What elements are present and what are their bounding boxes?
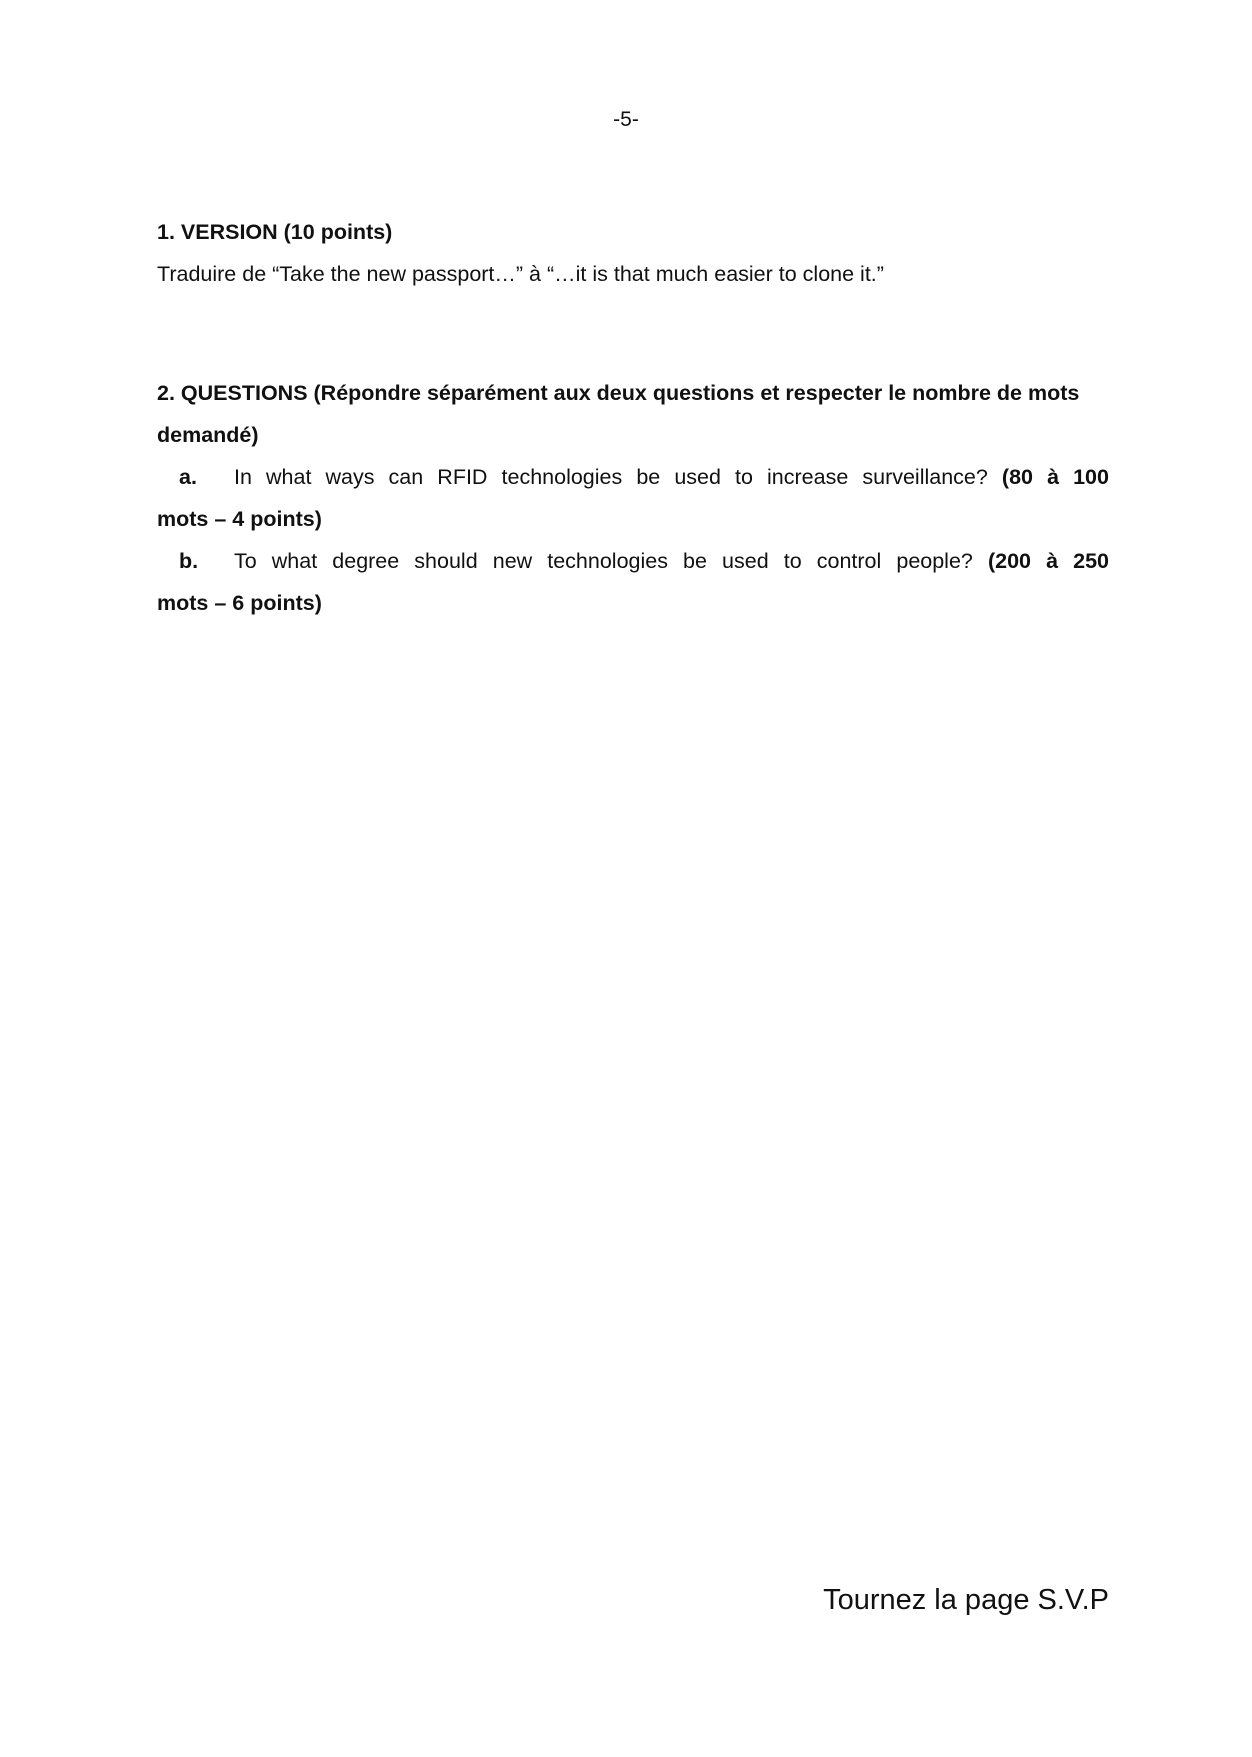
turn-page-note: Tournez la page S.V.P	[823, 1584, 1109, 1616]
question-a	[157, 456, 1109, 540]
question-a-line	[157, 456, 1109, 498]
section-version-instruction: Traduire de “Take the new passport…” à “…it is that much easier to clone it.”	[157, 262, 884, 286]
question-b-line	[157, 540, 1109, 582]
question-b-text: To what degree should new technologies be used to control people?	[234, 549, 973, 573]
question-b-points: (200 à 250	[987, 549, 1109, 573]
question-b-points-continued: mots – 6 points)	[157, 591, 322, 615]
section-questions	[157, 372, 1109, 624]
section-questions-heading: 2. QUESTIONS (Répondre séparément aux deux questions et respecter le nombre de mots demandé)	[157, 381, 1080, 447]
question-b-marker: b.	[179, 549, 199, 573]
question-b	[157, 540, 1109, 624]
question-a-text: In what ways can RFID technologies be used to increase surveillance?	[234, 465, 988, 489]
question-a-marker: a.	[179, 465, 197, 489]
section-version	[157, 211, 1109, 295]
page-number: -5-	[613, 108, 639, 131]
question-a-points: (80 à 100	[1001, 465, 1109, 489]
question-a-points-continued: mots – 4 points)	[157, 507, 322, 531]
section-version-heading: 1. VERSION (10 points)	[157, 220, 393, 244]
